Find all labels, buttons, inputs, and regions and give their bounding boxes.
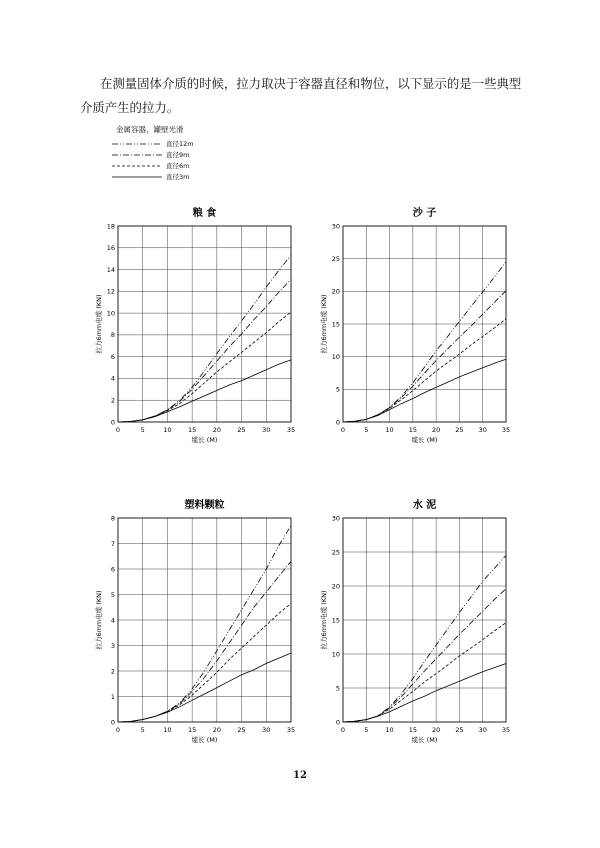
x-tick-label: 15 bbox=[188, 726, 197, 734]
y-tick-label: 4 bbox=[110, 616, 115, 625]
x-tick-label: 0 bbox=[340, 726, 346, 734]
y-tick-label: 0 bbox=[110, 718, 115, 727]
y-tick-label: 0 bbox=[335, 418, 340, 427]
x-axis-label: 缆长 (M) bbox=[411, 736, 438, 744]
x-tick-label: 20 bbox=[432, 426, 441, 434]
x-tick-label: 25 bbox=[455, 726, 464, 734]
x-tick-label: 30 bbox=[478, 426, 487, 434]
y-tick-label: 16 bbox=[106, 244, 115, 253]
series-line-solid bbox=[118, 653, 291, 722]
y-tick-label: 0 bbox=[335, 718, 340, 727]
series-line-dashed bbox=[118, 312, 291, 422]
series-line-dashed bbox=[118, 603, 291, 722]
y-tick-label: 10 bbox=[331, 650, 340, 659]
series-line-dash-dot bbox=[118, 279, 291, 422]
series-line-dashed bbox=[343, 319, 506, 422]
series-line-dash-dot bbox=[118, 561, 291, 722]
y-tick-label: 6 bbox=[110, 352, 115, 361]
y-tick-label: 3 bbox=[110, 641, 115, 650]
chart-title: 粮 食 bbox=[192, 208, 217, 219]
legend-label-9m: 直径9m bbox=[166, 151, 190, 159]
legend-label-12m: 直径12m bbox=[166, 140, 194, 148]
legend-title: 金属容器，罐壁光滑 bbox=[116, 125, 184, 134]
y-tick-label: 20 bbox=[331, 287, 340, 296]
legend-label-3m: 直径3m bbox=[166, 173, 190, 181]
x-axis-label: 缆长 (M) bbox=[411, 436, 438, 444]
y-tick-label: 25 bbox=[331, 548, 340, 557]
chart-3 bbox=[319, 498, 510, 744]
chart-title: 塑料颗粒 bbox=[184, 500, 225, 511]
x-tick-label: 0 bbox=[340, 426, 346, 434]
x-tick-label: 35 bbox=[286, 426, 296, 434]
x-axis-label: 缆长 (M) bbox=[191, 436, 218, 444]
y-tick-label: 15 bbox=[331, 616, 340, 625]
series-line-dash-dot bbox=[343, 291, 506, 422]
y-tick-label: 2 bbox=[110, 667, 115, 676]
x-tick-label: 25 bbox=[237, 426, 246, 434]
x-tick-label: 10 bbox=[163, 426, 172, 434]
y-tick-label: 10 bbox=[106, 309, 115, 318]
y-tick-label: 7 bbox=[110, 539, 115, 548]
series-line-dash-dot bbox=[343, 589, 506, 722]
x-tick-label: 30 bbox=[262, 726, 271, 734]
x-tick-label: 15 bbox=[408, 426, 417, 434]
chart-title: 水 泥 bbox=[412, 500, 437, 511]
legend-label-6m: 直径6m bbox=[166, 162, 190, 170]
chart-2 bbox=[94, 498, 295, 744]
x-tick-label: 25 bbox=[237, 726, 246, 734]
x-tick-label: 30 bbox=[478, 726, 487, 734]
x-tick-label: 20 bbox=[432, 726, 441, 734]
x-tick-label: 0 bbox=[115, 426, 121, 434]
series-line-solid bbox=[118, 360, 291, 422]
y-tick-label: 18 bbox=[106, 222, 115, 231]
page-number: 12 bbox=[293, 770, 307, 781]
x-tick-label: 5 bbox=[364, 726, 369, 734]
y-axis-label: 拉力6mm电缆 (KN) bbox=[95, 294, 103, 354]
y-tick-label: 5 bbox=[335, 684, 340, 693]
series-line-dash-dot-dot bbox=[343, 262, 506, 422]
series-line-solid bbox=[343, 664, 506, 723]
y-tick-label: 10 bbox=[331, 352, 340, 361]
y-tick-label: 12 bbox=[106, 287, 115, 296]
x-tick-label: 35 bbox=[501, 426, 511, 434]
x-tick-label: 5 bbox=[140, 426, 145, 434]
x-tick-label: 25 bbox=[455, 426, 464, 434]
y-tick-label: 15 bbox=[331, 320, 340, 329]
y-tick-label: 5 bbox=[335, 385, 340, 394]
y-tick-label: 30 bbox=[331, 514, 340, 523]
y-tick-label: 1 bbox=[110, 692, 115, 701]
chart-title: 沙 子 bbox=[412, 208, 437, 219]
y-tick-label: 0 bbox=[110, 418, 115, 427]
chart-0 bbox=[94, 206, 295, 444]
x-tick-label: 5 bbox=[140, 726, 145, 734]
y-axis-label: 拉力6mm电缆 (KN) bbox=[320, 590, 328, 650]
x-tick-label: 20 bbox=[212, 726, 221, 734]
y-tick-label: 30 bbox=[331, 222, 340, 231]
x-tick-label: 30 bbox=[262, 426, 271, 434]
y-axis-label: 拉力6mm电缆 (KN) bbox=[95, 590, 103, 650]
chart-1 bbox=[319, 206, 510, 444]
x-tick-label: 10 bbox=[385, 726, 394, 734]
series-line-dash-dot-dot bbox=[118, 255, 291, 422]
y-tick-label: 14 bbox=[106, 265, 115, 274]
x-tick-label: 10 bbox=[385, 426, 394, 434]
x-tick-label: 20 bbox=[212, 426, 221, 434]
y-tick-label: 8 bbox=[110, 331, 115, 340]
series-line-dash-dot-dot bbox=[118, 526, 291, 722]
y-tick-label: 2 bbox=[110, 396, 115, 405]
series-line-dash-dot-dot bbox=[343, 555, 506, 722]
y-axis-label: 拉力6mm电缆 (KN) bbox=[320, 294, 328, 354]
series-line-solid bbox=[343, 359, 506, 422]
x-tick-label: 35 bbox=[501, 726, 511, 734]
y-tick-label: 4 bbox=[110, 374, 115, 383]
x-tick-label: 0 bbox=[115, 726, 121, 734]
plot-frame bbox=[118, 226, 291, 422]
x-axis-label: 缆长 (M) bbox=[191, 736, 218, 744]
y-tick-label: 8 bbox=[110, 514, 115, 523]
y-tick-label: 6 bbox=[110, 565, 115, 574]
y-tick-label: 25 bbox=[331, 254, 340, 263]
y-tick-label: 5 bbox=[110, 590, 115, 599]
x-tick-label: 35 bbox=[286, 726, 296, 734]
x-tick-label: 15 bbox=[408, 726, 417, 734]
intro-paragraph: 在测量固体介质的时候，拉力取决于容器直径和物位，以下显示的是一些典型介质产生的拉力。 bbox=[80, 76, 522, 115]
x-tick-label: 5 bbox=[364, 426, 369, 434]
y-tick-label: 20 bbox=[331, 582, 340, 591]
x-tick-label: 15 bbox=[188, 426, 197, 434]
x-tick-label: 10 bbox=[163, 726, 172, 734]
